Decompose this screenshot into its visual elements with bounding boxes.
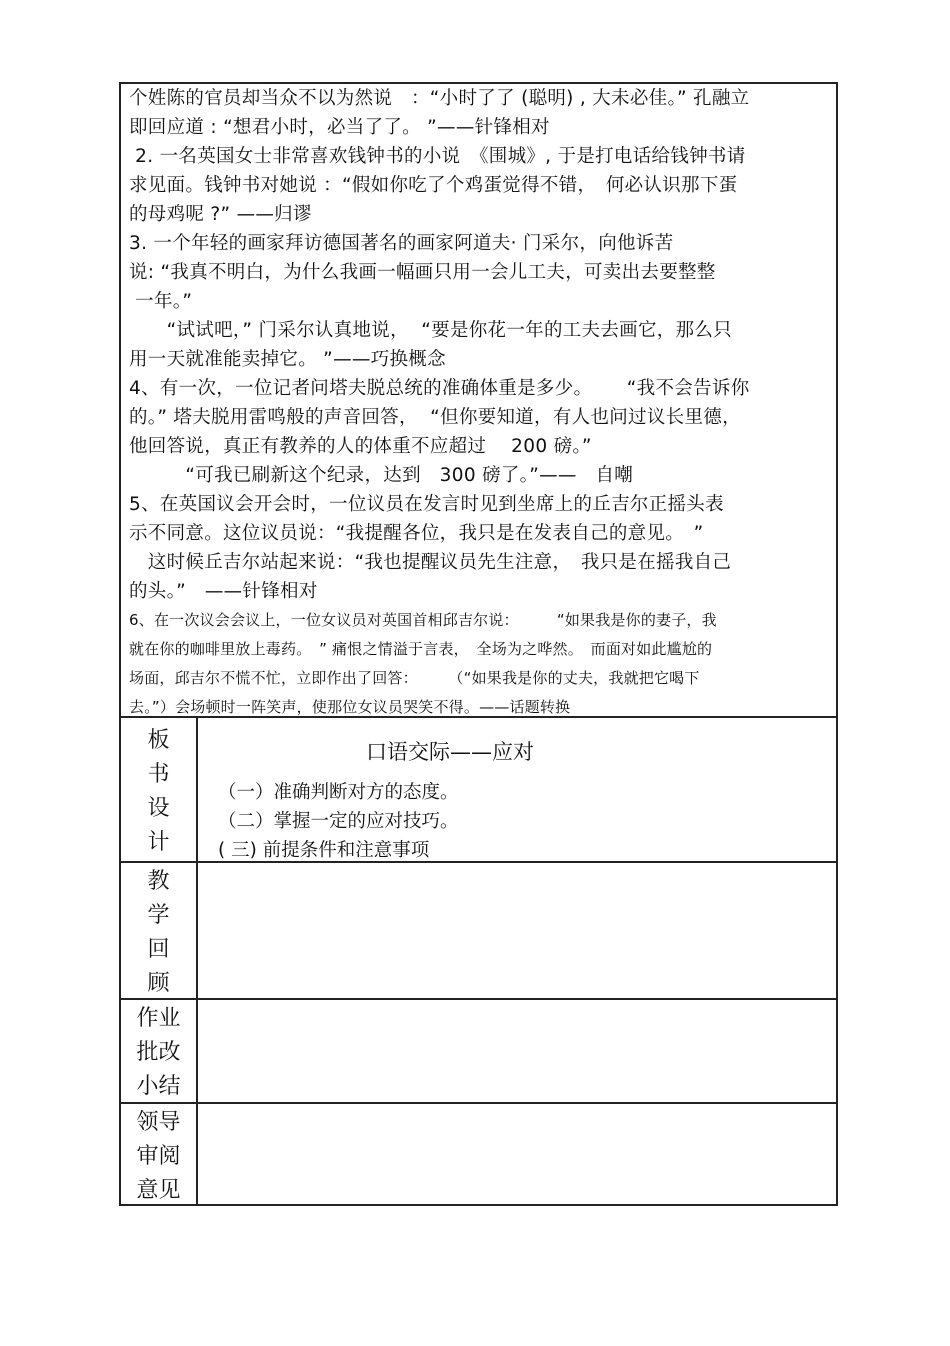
story-line: 一年。”	[129, 291, 193, 312]
label-char: 设	[147, 796, 170, 821]
board-design-row	[121, 718, 836, 863]
leader-review-label	[121, 1104, 198, 1204]
label-line: 小结	[136, 1074, 181, 1099]
story-line: 去。”）会场顿时一阵笑声，使那位女议员哭笑不得。——话题转换	[129, 698, 571, 716]
story-line: “试试吧，” 门采尔认真地说， “要是你花一年的工夫去画它，那么只	[129, 320, 732, 341]
story-line: 示不同意。这位议员说：“我提醒各位，我只是在发表自己的意见。 ”	[129, 523, 704, 544]
label-char: 板	[147, 728, 170, 753]
teaching-review-content	[198, 863, 836, 998]
label-char: 书	[147, 762, 170, 787]
story-line: 3. 一个年轻的画家拜访德国著名的画家阿道夫· 门采尔，向他诉苦	[129, 233, 674, 254]
label-char: 教	[147, 869, 170, 894]
label-line: 审阅	[136, 1144, 181, 1169]
teaching-review-row	[121, 863, 836, 1000]
label-char: 计	[147, 830, 170, 855]
label-line: 领导	[136, 1110, 181, 1135]
homework-summary-content	[198, 1000, 836, 1102]
label-char: 学	[147, 903, 170, 928]
label-line: 批改	[136, 1040, 181, 1065]
homework-summary-label	[121, 1000, 198, 1102]
board-item: （二）掌握一定的应对技巧。	[218, 811, 459, 832]
lesson-plan-table	[119, 82, 838, 1206]
story-line: “可我已刷新这个纪录，达到 300 磅了。”—— 自嘲	[129, 465, 634, 486]
story-line: 5、在英国议会开会时，一位议员在发言时见到坐席上的丘吉尔正摇头表	[129, 494, 724, 515]
story-line: 的头。” ——针锋相对	[129, 581, 318, 602]
board-design-content	[198, 718, 836, 861]
board-design-label	[121, 718, 198, 861]
story-examples-cell	[121, 84, 836, 718]
label-char: 回	[147, 937, 170, 962]
story-line: 的。” 塔夫脱用雷鸣般的声音回答， “但你要知道，有人也问过议长里德，	[129, 407, 741, 428]
teaching-review-label	[121, 863, 198, 998]
story-line: 个姓陈的官员却当众不以为然说 ：“小时了了 (聪明) , 大未必佳。” 孔融立	[129, 88, 750, 109]
leader-review-content	[198, 1104, 836, 1204]
story-line: 他回答说，真正有教养的人的体重不应超过 200 磅。”	[129, 436, 592, 457]
board-item: ( 三) 前提条件和注意事项	[218, 840, 430, 861]
story-line: 的母鸡呢 ?” ——归谬	[129, 204, 312, 225]
story-line: 求见面。钱钟书对她说 ：“假如你吃了个鸡蛋觉得不错， 何必认识那下蛋	[129, 175, 738, 196]
homework-summary-row	[121, 1000, 836, 1104]
story-line: 4、有一次，一位记者问塔夫脱总统的准确体重是多少。 “我不会告诉你	[129, 378, 750, 399]
label-line: 意见	[136, 1178, 181, 1203]
story-line: 这时候丘吉尔站起来说：“我也提醒议员先生注意， 我只是在摇我自己	[129, 552, 732, 573]
story-line: 就在你的咖啡里放上毒药。 ” 痛恨之情溢于言表， 全场为之哗然。 而面对如此尴尬的	[129, 640, 713, 658]
story-line: 2. 一名英国女士非常喜欢钱钟书的小说 《围城》, 于是打电话给钱钟书请	[129, 146, 746, 167]
story-line: 用一天就准能卖掉它。 ”——巧换概念	[129, 349, 446, 370]
label-line: 作业	[136, 1006, 181, 1031]
label-char: 顾	[147, 971, 170, 996]
story-line: 说: “我真不明白，为什么我画一幅画只用一会儿工夫，可卖出去要整整	[129, 262, 716, 283]
story-line: 6、在一次议会会议上，一位女议员对英国首相邱吉尔说： “如果我是你的妻子，我	[129, 611, 717, 629]
board-item: （一）准确判断对方的态度。	[218, 782, 459, 803]
leader-review-row	[121, 1104, 836, 1204]
story-line: 场面，邱吉尔不慌不忙，立即作出了回答： （“如果我是你的丈夫，我就把它喝下	[129, 669, 700, 687]
story-line: 即回应道 : “想君小时，必当了了。 ”——针锋相对	[129, 117, 550, 138]
board-title: 口语交际——应对	[366, 740, 534, 764]
